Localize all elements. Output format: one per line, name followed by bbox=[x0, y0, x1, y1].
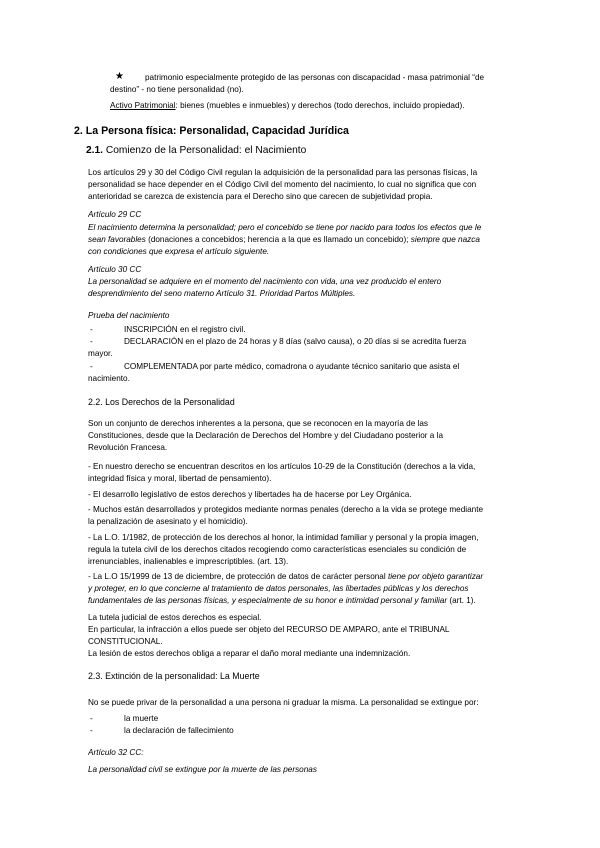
para-1-line-3: anterioridad se carezca de existencia para el Derecho sino que carecen de subjetividad propia. bbox=[88, 192, 433, 201]
star-line-2: destino” - no tiene personalidad (no). bbox=[110, 85, 244, 94]
tutela-4: La lesión de estos derechos obliga a reparar el daño moral mediante una indemnización. bbox=[88, 649, 411, 658]
art-32-title: Artículo 32 CC: bbox=[88, 748, 144, 757]
prueba-dash-1: - bbox=[90, 325, 93, 334]
prueba-dash-2: - bbox=[90, 337, 93, 346]
prueba-title: Prueba del nacimiento bbox=[88, 311, 170, 320]
tutela-2: En particular, la infracción a ellos puede ser objeto del RECURSO DE AMPARO, ante el TRIBUNAL bbox=[88, 625, 450, 634]
s22-b5-l3a: fundamentales de las personas físicas, y especialmente de su honor e intimidad personal y familiar bbox=[88, 596, 448, 605]
s23-item-2: la declaración de fallecimiento bbox=[124, 726, 234, 735]
prueba-dash-3: - bbox=[90, 362, 93, 371]
s22-b4-l3: irrenunciables, inalienables e imprescriptibles. (art. 13). bbox=[88, 557, 289, 566]
s22-b2: - El desarrollo legislativo de estos derechos y libertades ha de hacerse por Ley Orgánica. bbox=[88, 490, 412, 499]
art-29-title: Artículo 29 CC bbox=[88, 210, 142, 219]
prueba-item-1: INSCRIPCIÓN en el registro civil. bbox=[124, 325, 246, 334]
section-2-2-title: 2.2. Los Derechos de la Personalidad bbox=[88, 397, 235, 407]
s22-b5-l3b: (art. 1). bbox=[447, 596, 476, 605]
tutela-3: CONSTITUCIONAL. bbox=[88, 637, 163, 646]
prueba-item-2-cont: mayor. bbox=[88, 349, 113, 358]
section-2-1-title bbox=[86, 145, 306, 156]
prueba-item-3-cont: nacimiento. bbox=[88, 374, 130, 383]
section-2-1-number: 2.1. bbox=[86, 145, 103, 156]
s22-b5-l3 bbox=[88, 595, 528, 607]
art-29-line-2a: sean favorables bbox=[88, 235, 146, 244]
s23-item-1: la muerte bbox=[124, 714, 159, 723]
section-2-title: 2. La Persona física: Personalidad, Capacidad Jurídica bbox=[74, 125, 349, 137]
s22-b3-l1: - Muchos están desarrollados y protegidos mediante normas penales (derecho a la vida se protege mediante bbox=[88, 505, 484, 514]
s22-b4-l2: regula la tutela civil de los derechos citados recogiendo como características esenciales su condición de bbox=[88, 545, 467, 554]
s23-dash-1: - bbox=[90, 714, 93, 723]
s22-b1-l2: integridad física y moral, libertad de pensamiento). bbox=[88, 474, 272, 483]
para-1-line-2: personalidad se hace depender en el Código Civil del momento del nacimiento, lo cual no significa que con bbox=[88, 180, 477, 189]
art-29-line-3: con condiciones que expresa el artículo siguiente. bbox=[88, 247, 270, 256]
prueba-item-3: COMPLEMENTADA por parte médico, comadrona o ayudante técnico sanitario que asista el bbox=[124, 362, 460, 371]
s22-b3-l2: la penalización de asesinato y el homicidio). bbox=[88, 517, 248, 526]
activo-label: Activo Patrimonial bbox=[110, 101, 176, 110]
star-line-1: patrimonio especialmente protegido de las personas con discapacidad - masa patrimonial “de bbox=[145, 73, 485, 82]
para-1-line-1: Los artículos 29 y 30 del Código Civil regulan la adquisición de la personalidad para las personas físicas, la bbox=[88, 168, 478, 177]
art-30-title: Artículo 30 CC bbox=[88, 265, 142, 274]
s22-b5-l2: y proteger, en lo que concierne al tratamiento de datos personales, las libertades públicas y los derechos bbox=[88, 584, 469, 593]
tutela-1: La tutela judicial de estos derechos es especial. bbox=[88, 613, 262, 622]
s23-dash-2: - bbox=[90, 726, 93, 735]
activo-text: : bienes (muebles e inmuebles) y derechos (todo derechos, incluido propiedad). bbox=[175, 101, 465, 110]
section-2-1-text: Comienzo de la Personalidad: el Nacimiento bbox=[103, 145, 307, 156]
s22-intro-3: Revolución Francesa. bbox=[88, 443, 168, 452]
prueba-item-2: DECLARACIÓN en el plazo de 24 horas y 8 días (salvo causa), o 20 días si se acredita fuerza bbox=[124, 337, 467, 346]
s22-intro-2: Constituciones, desde que la Declaración de Derechos del Hombre y del Ciudadano posterior a la bbox=[88, 431, 443, 440]
s22-intro-1: Son un conjunto de derechos inherentes a la persona, que se reconocen en la mayoría de las bbox=[88, 419, 429, 428]
art-32-text: La personalidad civil se extingue por la muerte de las personas bbox=[88, 765, 317, 774]
art-29-line-2 bbox=[88, 234, 528, 246]
art-29-line-1: El nacimiento determina la personalidad; pero el concebido se tiene por nacido para todos los efectos que le bbox=[88, 223, 482, 232]
activo-patrimonial bbox=[110, 100, 530, 112]
star-bullet-icon: ★ bbox=[115, 71, 124, 82]
art-30-line-1: La personalidad se adquiere en el momento del nacimiento con vida, una vez producido el entero bbox=[88, 277, 442, 286]
s22-b4-l1: - La L.O. 1/1982, de protección de los derechos al honor, la intimidad familiar y personal y la propia imagen, bbox=[88, 533, 479, 542]
s22-b1-l1: - En nuestro derecho se encuentran descritos en los artículos 10-29 de la Constitución (derechos a la vida, bbox=[88, 462, 476, 471]
s22-b5-l1 bbox=[88, 571, 528, 583]
art-30-line-2: desprendimiento del seno materno Artículo 31. Prioridad Partos Múltiples. bbox=[88, 289, 356, 298]
art-29-line-2b: (donaciones a concebidos; herencia a la que es llamado un concebido); bbox=[145, 235, 409, 244]
s22-b5-l1b: tiene por objeto garantizar bbox=[385, 572, 484, 581]
art-29-line-2c: siempre que nazca bbox=[408, 235, 480, 244]
section-2-3-title: 2.3. Extinción de la personalidad: La Muerte bbox=[88, 671, 260, 681]
s23-intro: No se puede privar de la personalidad a una persona ni graduar la misma. La personalidad se extingue por: bbox=[88, 698, 479, 707]
s22-b5-l1a: - La L.O 15/1999 de 13 de diciembre, de protección de datos de carácter personal bbox=[88, 572, 386, 581]
